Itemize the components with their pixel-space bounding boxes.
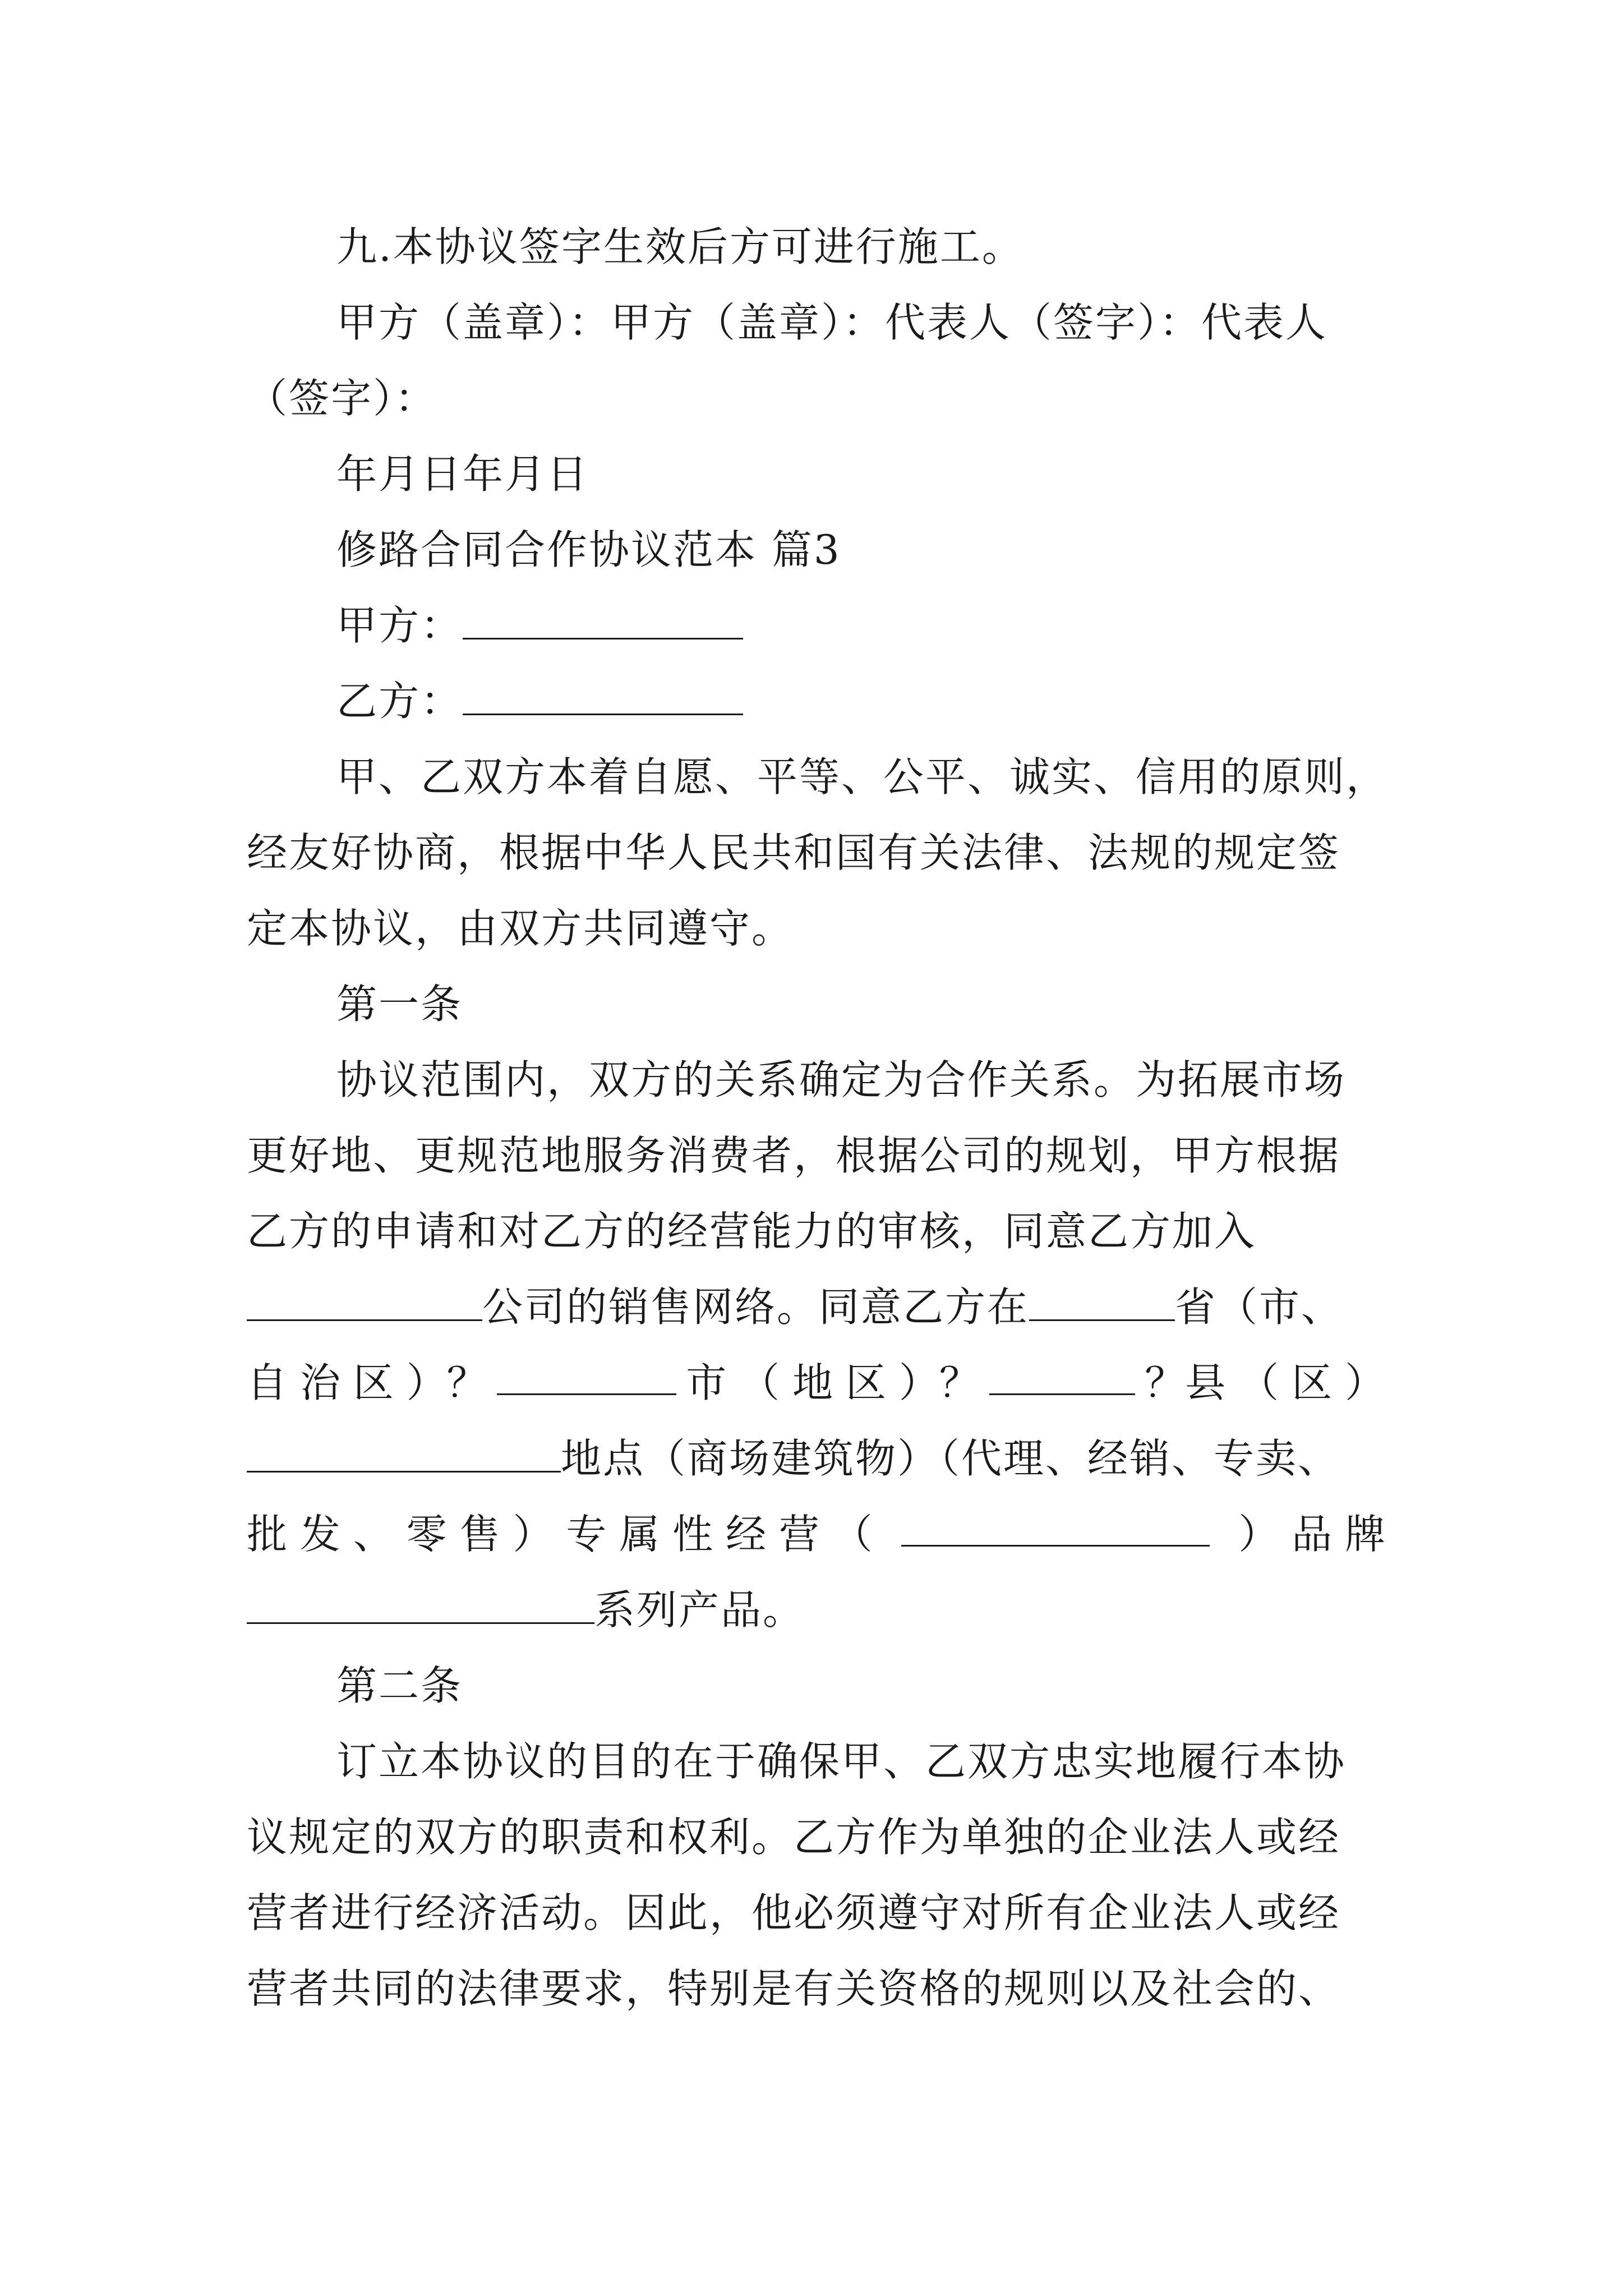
clause-9-line: 九.本协议签字生效后方可进行施工。 xyxy=(336,223,1024,270)
text-segment: 地点（商场建筑物）（代理、经销、专卖、 xyxy=(561,1435,1340,1482)
paragraph-line xyxy=(247,1358,1385,1408)
party-a-line xyxy=(247,600,1385,651)
text-segment: 批 发 、 零 售 ） 专 属 性 经 营 （ xyxy=(247,1511,873,1558)
party-b-label: 乙方： xyxy=(336,678,463,725)
text-segment: 自 治 区 ）？ xyxy=(247,1359,487,1406)
county-blank xyxy=(989,1358,1135,1395)
paragraph-line: 定本协议，由双方共同遵守。 xyxy=(247,905,794,952)
paragraph-line: 订立本协议的目的在于确保甲、乙双方忠实地履行本协 xyxy=(336,1738,1347,1785)
text-segment: 省（市、 xyxy=(1175,1283,1344,1331)
article-1-heading: 第一条 xyxy=(336,981,463,1028)
product-blank xyxy=(247,1586,594,1624)
text-segment: 市 （ 地 区 ）？ xyxy=(686,1359,980,1406)
party-a-label: 甲方： xyxy=(336,602,463,649)
signature-line-cont: （签字）： xyxy=(247,375,437,422)
paragraph-line: 经友好协商，根据中华人民共和国有关法律、法规的规定签 xyxy=(247,829,1341,876)
text-segment: 系列产品。 xyxy=(594,1586,805,1634)
paragraph-line: 营者进行经济活动。因此，他必须遵守对所有企业法人或经 xyxy=(247,1889,1341,1936)
party-b-blank xyxy=(463,678,743,715)
date-line: 年月日年月日 xyxy=(336,450,589,498)
province-blank xyxy=(1029,1283,1175,1321)
city-blank xyxy=(497,1358,676,1395)
article-2-heading: 第二条 xyxy=(336,1662,463,1709)
paragraph-line: 营者共同的法律要求，特别是有关资格的规则以及社会的、 xyxy=(247,1965,1341,2012)
paragraph-line: 协议范围内，双方的关系确定为合作关系。为拓展市场 xyxy=(336,1056,1347,1103)
paragraph-line xyxy=(247,1509,1385,1559)
paragraph-line: 议规定的双方的职责和权利。乙方作为单独的企业法人或经 xyxy=(247,1814,1341,1861)
paragraph-line xyxy=(247,1282,1385,1332)
paragraph-line: 乙方的申请和对乙方的经营能力的审核，同意乙方加入 xyxy=(247,1208,1257,1255)
party-a-blank xyxy=(463,602,743,639)
paragraph-line: 甲、乙双方本着自愿、平等、公平、诚实、信用的原则， xyxy=(336,753,1389,800)
text-segment: ） 品 牌 xyxy=(1238,1511,1385,1558)
location-blank xyxy=(247,1435,561,1473)
paragraph-line xyxy=(247,1585,1385,1635)
signature-line: 甲方（盖章）：甲方（盖章）：代表人（签字）：代表人 xyxy=(336,299,1328,346)
brand-blank xyxy=(901,1509,1210,1547)
party-b-line xyxy=(247,676,1385,726)
text-segment: 公司的销售网络。同意乙方在 xyxy=(482,1283,1030,1331)
paragraph-line: 更好地、更规范地服务消费者，根据公司的规划，甲方根据 xyxy=(247,1132,1341,1179)
text-segment: ？县 （ 区 ） xyxy=(1145,1359,1385,1406)
paragraph-line xyxy=(247,1433,1385,1484)
section-heading: 修路合同合作协议范本 篇3 xyxy=(336,526,841,573)
company-blank xyxy=(247,1283,482,1321)
